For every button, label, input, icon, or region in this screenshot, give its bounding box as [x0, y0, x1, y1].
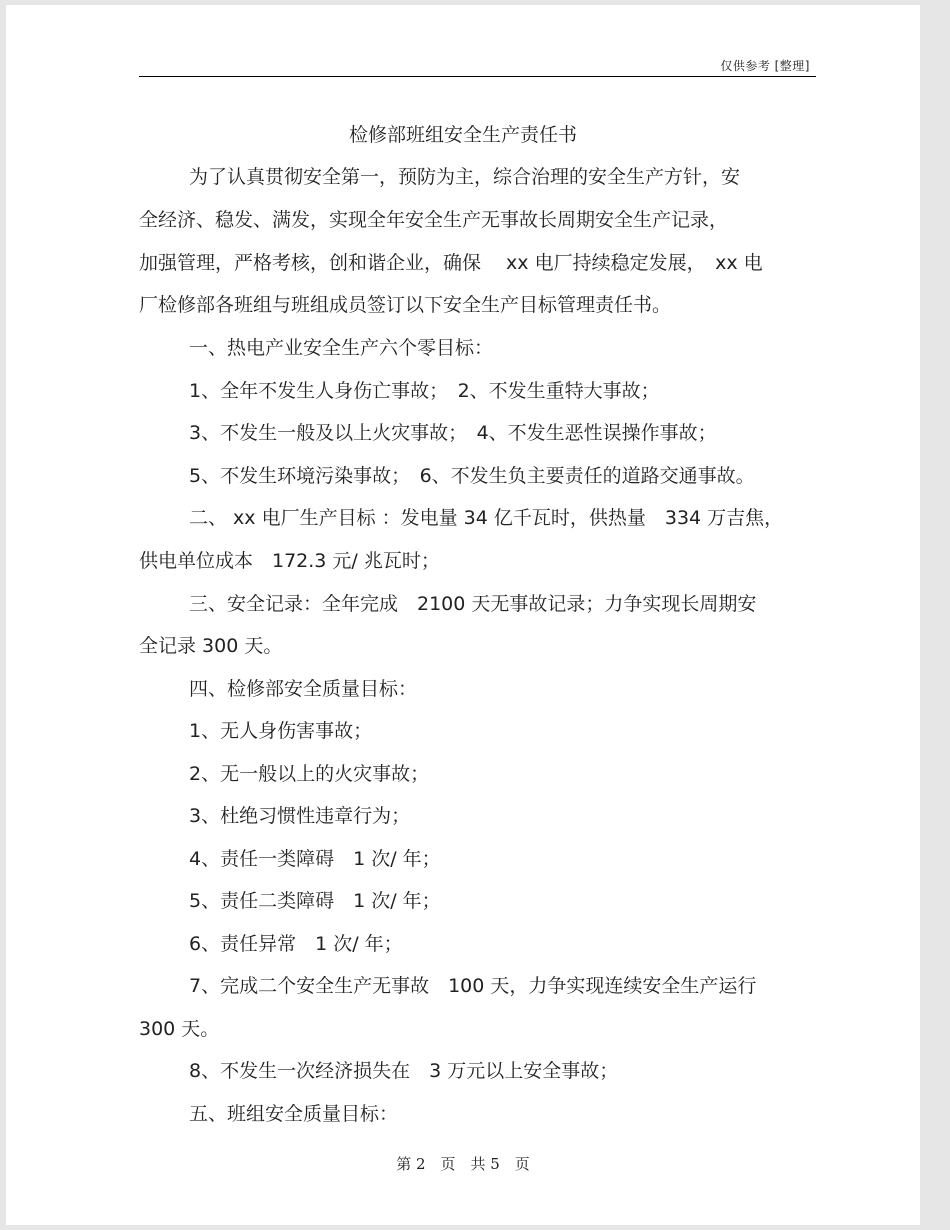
- body-line: 5、不发生环境污染事故； 6、不发生负主要责任的道路交通事故。: [189, 465, 755, 487]
- body-line: 300 天。: [139, 1018, 220, 1040]
- body-line: 五、班组安全质量目标：: [189, 1103, 399, 1125]
- body-line: 为了认真贯彻安全第一，预防为主，综合治理的安全生产方针，安: [189, 166, 741, 188]
- body-line: 4、责任一类障碍 1 次/ 年；: [189, 848, 441, 870]
- body-line: 3、不发生一般及以上火灾事故； 4、不发生恶性误操作事故；: [189, 422, 717, 444]
- body-line: 1、无人身伤害事故；: [189, 720, 373, 742]
- body-line: 6、责任异常 1 次/ 年；: [189, 933, 403, 955]
- body-line: 5、责任二类障碍 1 次/ 年；: [189, 890, 441, 912]
- body-line: 3、杜绝习惯性违章行为；: [189, 805, 411, 827]
- body-line: 2、无一般以上的火灾事故；: [189, 763, 430, 785]
- body-line: 四、检修部安全质量目标：: [189, 678, 418, 700]
- body-line: 供电单位成本 172.3 元/ 兆瓦时；: [139, 550, 440, 572]
- body-line: 全记录 300 天。: [139, 635, 283, 657]
- body-line: 一、热电产业安全生产六个零目标：: [189, 337, 494, 359]
- body-line: 8、不发生一次经济损失在 3 万元以上安全事故；: [189, 1060, 619, 1082]
- body-line: 二、 xx 电厂生产目标 ：发电量 34 亿千瓦时，供热量 334 万吉焦，: [189, 507, 784, 529]
- body-line: 1、全年不发生人身伤亡事故； 2、不发生重特大事故；: [189, 380, 660, 402]
- document-page: [6, 5, 920, 1225]
- page-number: 第 2 页 共 5 页: [396, 1155, 530, 1173]
- document-title: 检修部班组安全生产责任书: [348, 124, 577, 146]
- header-note: 仅供参考 [整理]: [720, 59, 810, 73]
- header-rule: [139, 76, 816, 77]
- body-line: 加强管理，严格考核，创和谐企业，确保 xx 电厂持续稳定发展， xx 电: [139, 252, 763, 274]
- body-line: 厂检修部各班组与班组成员签订以下安全生产目标管理责任书。: [139, 294, 672, 316]
- body-line: 三、安全记录：全年完成 2100 天无事故记录；力争实现长周期安: [189, 593, 757, 615]
- body-line: 7、完成二个安全生产无事故 100 天，力争实现连续安全生产运行: [189, 975, 757, 997]
- body-line: 全经济、稳发、满发，实现全年安全生产无事故长周期安全生产记录，: [139, 209, 729, 231]
